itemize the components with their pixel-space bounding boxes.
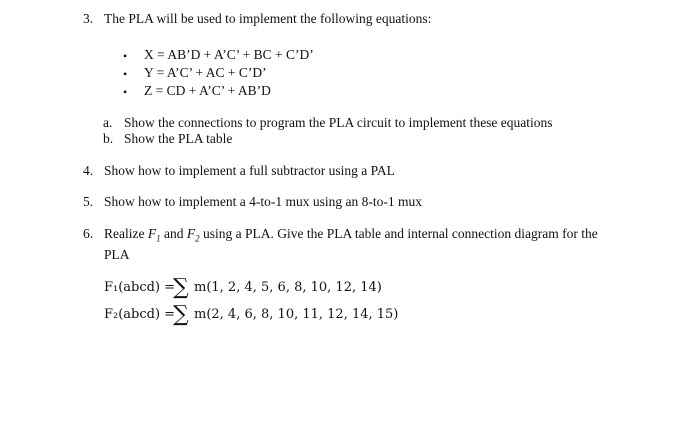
q6-text-pre: Realize <box>104 226 148 241</box>
q3-bullet-z: • <box>123 85 128 99</box>
formula-f1-rhs: m(1, 2, 4, 5, 6, 8, 10, 12, 14) <box>194 280 382 295</box>
formula-f1-lhs: F₁(abcd) = <box>104 280 176 295</box>
q6-f2-subscript: 2 <box>195 233 200 244</box>
q3-part-b-text: Show the PLA table <box>124 131 233 146</box>
q3-part-a-text: Show the connections to program the PLA circuit to implement these equations <box>124 115 553 130</box>
q3-part-a-label: a. <box>103 115 113 130</box>
q6-text-post: using a PLA. Give the PLA table and internal connection diagram for the PLA <box>104 226 598 262</box>
formula-f2-sigma: ∑ <box>173 302 189 327</box>
formula-f1-sigma: ∑ <box>173 275 189 300</box>
q4-number: 4. <box>83 163 94 178</box>
q6-text-mid: and <box>160 226 187 241</box>
q3-equation-x: X = AB’D + A’C’ + BC + C’D’ <box>144 47 314 62</box>
q5-text: Show how to implement a 4-to-1 mux using an 8-to-1 mux <box>104 194 422 209</box>
q6-f1-subscript: 1 <box>156 233 161 244</box>
q3-bullet-y: • <box>123 67 128 81</box>
q6-number: 6. <box>83 226 94 241</box>
q5-number: 5. <box>83 194 94 209</box>
q6-f1-symbol: F <box>147 226 157 241</box>
q3-bullet-x: • <box>123 49 128 63</box>
q3-equation-y: Y = A’C’ + AC + C’D’ <box>144 65 267 80</box>
q3-part-b-label: b. <box>103 131 114 146</box>
q6-f2-symbol: F <box>186 226 196 241</box>
q4-text: Show how to implement a full subtractor using a PAL <box>104 163 395 178</box>
formula-f2-lhs: F₂(abcd) = <box>104 307 176 322</box>
formula-f2-rhs: m(2, 4, 6, 8, 10, 11, 12, 14, 15) <box>194 307 399 322</box>
q3-number: 3. <box>83 11 94 26</box>
q3-text: The PLA will be used to implement the following equations: <box>104 11 432 26</box>
q3-equation-z: Z = CD + A’C’ + AB’D <box>144 83 271 98</box>
q6-text <box>104 226 614 263</box>
